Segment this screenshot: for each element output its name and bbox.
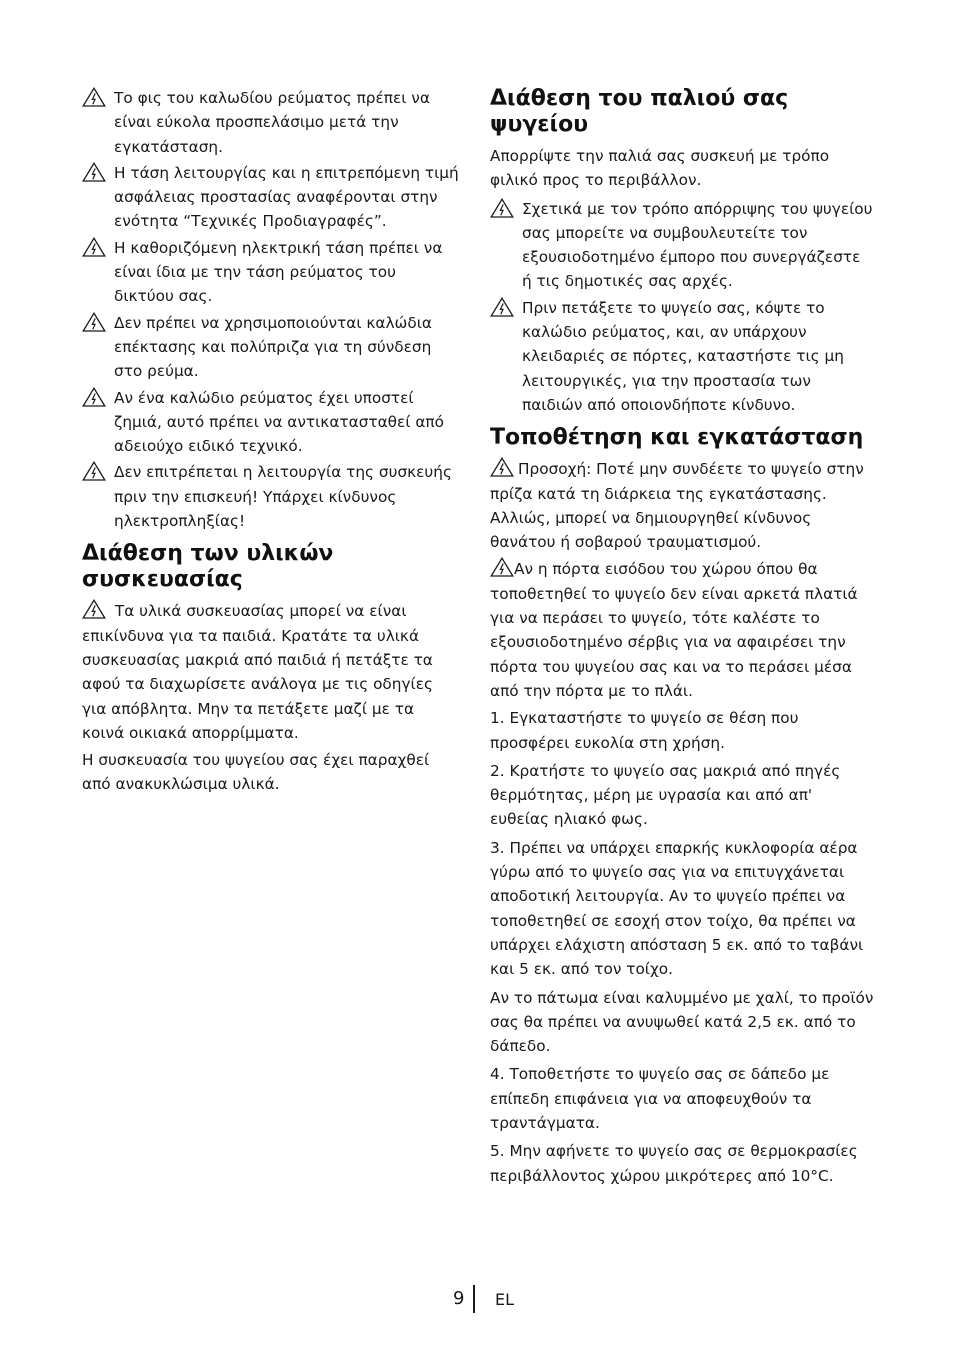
packaging-text: Η συσκευασία του ψυγείου σας έχει παραχθεί από ανακυκλώσιμα υλικά. xyxy=(82,751,430,794)
installation-warning-text: Προσοχή: Ποτέ μην συνδέετε το ψυγείο στην πρίζα κατά τη διάρκεια της εγκατάστασης. Αλλιώς, μπορεί να δημιουργηθεί κίνδυνος θανάτου ή σοβαρού τραυματισμού. xyxy=(490,460,864,552)
warning-icon xyxy=(490,198,514,218)
warning-item xyxy=(82,161,460,234)
electric-warning-icon xyxy=(82,312,106,332)
warning-text: Δεν πρέπει να χρησιμοποιούνται καλώδια επέκτασης και πολύπριζα για τη σύνδεση στο ρεύμα. xyxy=(114,313,432,381)
warning-text: Η καθοριζόμενη ηλεκτρική τάση πρέπει να είναι ίδια με την τάση ρεύματος του δικτύου σας. xyxy=(114,238,443,306)
warning-item xyxy=(82,236,460,309)
warning-item xyxy=(82,460,460,533)
install-step: 3. Πρέπει να υπάρχει επαρκής κυκλοφορία αέρα γύρω από το ψυγείο σας για να επιτυγχάνεται αποδοτική λειτουργία. Αν το ψυγείο πρέπει να τοποθετηθεί σε εσοχή στον τοίχο, θα πρέπει να υπάρχει ελάχιστη απόσταση 5 εκ. από το ταβάνι και 5 εκ. από τον τοίχο. xyxy=(490,838,864,979)
installation-warning xyxy=(490,457,874,554)
installation-warning-text: Αν η πόρτα εισόδου του χώρου όπου θα τοποθετηθεί το ψυγείο δεν είναι αρκετά πλατιά για να περάσει το ψυγείο, τότε καλέστε το εξουσιοδοτημένο σέρβις για να αφαιρέσει την πόρτα του ψυγείου σας και να το περάσει μέσα από την πόρτα με το πλάι. xyxy=(490,560,858,700)
section-title-packaging: Διάθεση των υλικών συσκευασίας xyxy=(82,541,334,593)
warning-icon xyxy=(490,297,514,317)
old-fridge-text: Απορρίψτε την παλιά σας συσκευή με τρόπο φιλικό προς το περιβάλλον. xyxy=(490,147,830,190)
electric-warning-icon xyxy=(82,237,106,257)
install-step: 5. Μην αφήνετε το ψυγείο σας σε θερμοκρασίες περιβάλλοντος χώρου μικρότερες από 10°C. xyxy=(490,1142,858,1185)
electric-warning-icon xyxy=(82,461,106,481)
warning-item xyxy=(82,86,460,159)
warning-icon xyxy=(490,457,514,477)
section-title-old-fridge: Διάθεση του παλιού σας ψυγείου xyxy=(490,86,789,137)
install-step: Αν το πάτωμα είναι καλυμμένο με χαλί, το προϊόν σας θα πρέπει να ανυψωθεί κατά 2,5 εκ. από το δάπεδο. xyxy=(490,988,874,1056)
warning-item xyxy=(490,296,874,417)
footer-divider xyxy=(473,1285,475,1313)
warning-text: Αν ένα καλώδιο ρεύματος έχει υποστεί ζημιά, αυτό πρέπει να αντικατασταθεί από αδειούχο ειδικό τεχνικό. xyxy=(114,388,445,456)
warning-text: Σχετικά με τον τρόπο απόρριψης του ψυγείου σας μπορείτε να συμβουλευτείτε τον εξουσιοδοτημένο έμπορο που συνεργάζεστε ή τις δημοτικές σας αρχές. xyxy=(522,199,873,291)
installation-warning xyxy=(490,557,874,703)
electric-warning-icon xyxy=(82,387,106,407)
packaging-warning xyxy=(82,599,460,745)
warning-item xyxy=(82,386,460,459)
install-step: 2. Κρατήστε το ψυγείο σας μακριά από πηγές θερμότητας, μέρη με υγρασία και από απ' ευθείας ηλιακό φως. xyxy=(490,761,841,829)
left-column xyxy=(82,86,460,801)
install-step: 1. Εγκαταστήστε το ψυγείο σε θέση που προσφέρει ευκολία στη χρήση. xyxy=(490,709,799,752)
warning-text: Το φις του καλωδίου ρεύματος πρέπει να είναι εύκολα προσπελάσιμο μετά την εγκατάσταση. xyxy=(114,89,430,156)
warning-icon xyxy=(82,599,106,619)
page-number: 9 xyxy=(453,1288,465,1309)
warning-item xyxy=(82,311,460,384)
warning-text: Η τάση λειτουργίας και η επιτρεπόμενη τιμή ασφάλειας προστασίας αναφέρονται στην ενότητα “Τεχνικές Προδιαγραφές”. xyxy=(114,163,459,231)
right-column xyxy=(490,86,874,1192)
warning-text: Πριν πετάξετε το ψυγείο σας, κόψτε το καλώδιο ρεύματος, και, αν υπάρχουν κλειδαριές σε πόρτες, καταστήστε τις μη λειτουργικές, για την προστασία των παιδιών από οποιονδήποτε κίνδυνο. xyxy=(522,298,844,414)
install-step: 4. Τοποθετήστε το ψυγείο σας σε δάπεδο με επίπεδη επιφάνεια για να αποφευχθούν τα τραντάγματα. xyxy=(490,1065,830,1132)
warning-item xyxy=(490,197,874,294)
warning-icon xyxy=(490,557,514,577)
electric-warning-icon xyxy=(82,87,106,107)
warning-text: Δεν επιτρέπεται η λειτουργία της συσκευής πριν την επισκευή! Υπάρχει κίνδυνος ηλεκτροπληξίας! xyxy=(114,463,452,531)
language-code: EL xyxy=(495,1290,515,1309)
electric-warning-icon xyxy=(82,162,106,182)
packaging-warning-text: Τα υλικά συσκευασίας μπορεί να είναι επικίνδυνα για τα παιδιά. Κρατάτε τα υλικά συσκευασίας μακριά από παιδιά ή πετάξτε τα αφού τα διαχωρίσετε ανάλογα με τις οδηγίες για απόβλητα. Μην τα πετάξετε μαζί με τα κοινά οικιακά απορρίμματα. xyxy=(82,602,433,742)
section-title-installation: Τοποθέτηση και εγκατάσταση xyxy=(490,425,864,451)
